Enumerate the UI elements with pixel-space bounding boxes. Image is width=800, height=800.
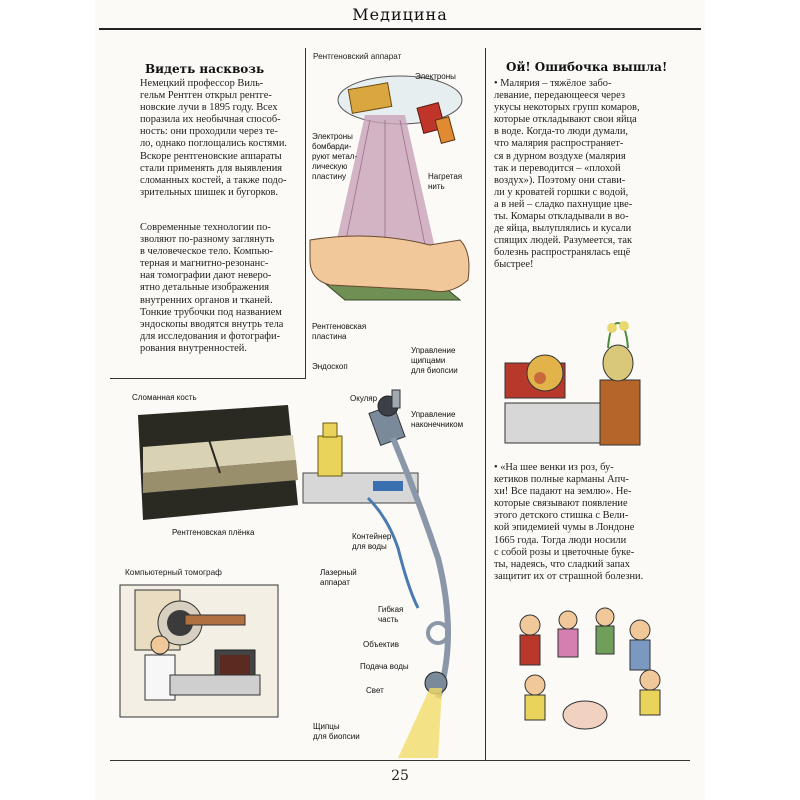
section-title-oops: Ой! Ошибочка вышла! (506, 60, 668, 74)
label-eyepiece: Окуляр (350, 394, 378, 403)
endoscope-title: Эндоскоп (312, 362, 348, 371)
xray-apparatus-title: Рентгеновский аппарат (313, 52, 402, 61)
label-biopsy-control: Управление щипцами для биопсии (411, 346, 458, 375)
label-tip-control: Управление наконечником (411, 410, 464, 429)
computer-tomograph-illustration (120, 585, 280, 720)
label-light: Свет (366, 686, 384, 695)
footer-rule (110, 760, 690, 761)
label-water-container: Контейнер для воды (352, 532, 392, 551)
label-biopsy-forceps: Щипцы для биопсии (313, 722, 360, 741)
children-ring-illustration (510, 605, 670, 740)
label-flexible-part: Гибкая часть (378, 605, 404, 624)
label-water-supply: Подача воды (360, 662, 409, 671)
label-laser-device: Лазерный аппарат (320, 568, 357, 587)
tomograph-title: Компьютерный томограф (125, 568, 222, 577)
page-number: 25 (391, 768, 409, 784)
right-column-divider (485, 48, 486, 760)
label-electrons-bombard: Электроны бомбарди- руют метал- лическую пластину (312, 132, 358, 181)
label-xray-plate: Рентгеновская пластина (312, 322, 367, 341)
page-title: Медицина (352, 5, 448, 24)
label-xray-film: Рентгеновская плёнка (172, 528, 255, 537)
label-lens: Объектив (363, 640, 399, 649)
malaria-bedroom-illustration (500, 318, 660, 448)
paragraph-xray-discovery: Немецкий профессор Виль- гельм Рентген открыл рентге- новские лучи в 1895 году. Всех поразила их необычная способ- ность: они проходили через те- ло, однако поглощались костями. Вскоре рентгеновские аппараты стали применять для выявления сломанных костей, а также подо- зрительных шишек и бугорков. (140, 78, 288, 198)
label-heated-filament: Нагретая нить (428, 172, 463, 191)
left-text-bottom-rule (110, 378, 306, 379)
header-divider (99, 28, 701, 30)
paragraph-plague-rhyme: • «На шее венки из роз, бу- кетиков полные карманы Апч- хи! Все падают на землю». Не- которые связывают появление этого детского стишка с Вели- кой эпидемией чумы в Лондоне 1665 года. Тогда люди носили с собой розы и цветочные буке- ты, надеясь, что сладкий запах защитит их от страшной болезни. (494, 462, 644, 582)
section-title-see-through: Видеть насквозь (145, 62, 265, 76)
page-header (95, 0, 705, 30)
broken-bone-xray-image (138, 405, 298, 520)
label-broken-bone: Сломанная кость (132, 393, 197, 402)
paragraph-modern-tech: Современные технологии по- зволяют по-разному заглянуть в человеческое тело. Компью- терная и магнитно-резонанс- ная томографии дают неверо- ятно детальные изображения внутренних органов и тканей. Тонкие трубочки под названием эндоскопы вводятся внутрь тела для исследования и фотографи- рования внутренностей. (140, 222, 284, 354)
label-electrons: Электроны (415, 72, 456, 81)
paragraph-malaria: • Малярия – тяжёлое забо- левание, передающееся через укусы некоторых групп комаров, которые откладывают свои яйца в воде. Когда-то люди думали, что малярия распространяет- ся в дурном воздухе (малярия так и переводится – «плохой воздух»). Поэтому они стави- ли у кроватей горшки с водой, а в ней – сладко пахнущие цве- ты. Комары откладывали в во- де яйца, вылуплялись и кусали спящих людей. Разумеется, так болезнь распространялась ещё быстрее! (494, 78, 640, 271)
xray-apparatus-illustration (310, 70, 480, 325)
left-column-divider (305, 48, 306, 378)
